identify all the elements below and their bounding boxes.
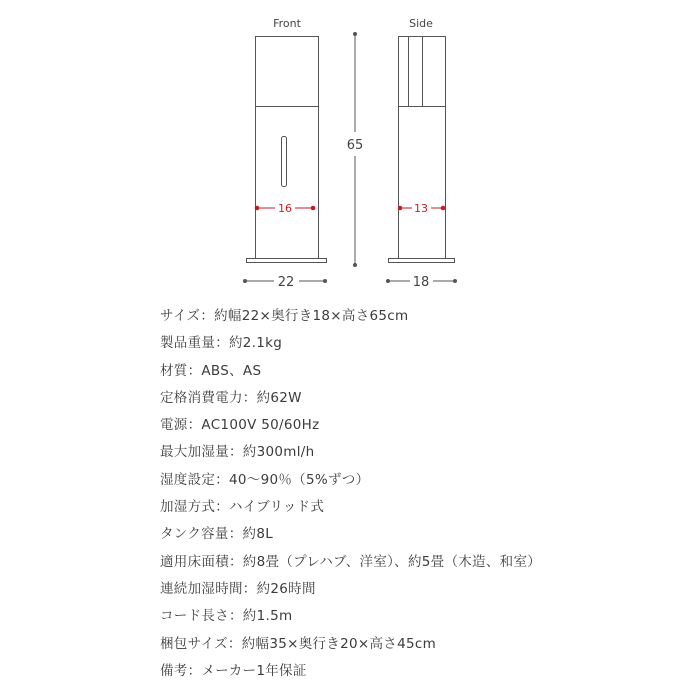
front-view-label: Front [273,17,301,30]
spec-continuous-time: 連続加湿時間：約26時間 [160,580,316,597]
front-base-plate [247,259,327,263]
spec-list [160,306,541,688]
front-handle [282,137,287,187]
spec-remarks: 備考：メーカー1年保証 [160,662,307,679]
side-view-label: Side [409,17,433,30]
side-inner-dimension [398,202,446,215]
spec-floor-area: 適用床面積：約8畳（プレハブ、洋室）、約5畳（木造、和室） [160,553,542,570]
dimension-diagram [0,0,700,300]
spec-package-size: 梱包サイズ：約幅35×奥行き20×高さ45cm [160,635,437,652]
spec-power-supply: 電源：AC100V 50/60Hz [160,417,320,434]
side-view [389,37,455,263]
spec-size: サイズ：約幅22×奥行き18×高さ65cm [160,308,409,324]
spec-cord-length: コード長さ：約1.5m [160,608,293,625]
height-dimension [347,32,364,267]
front-width-dim-value: 22 [277,275,295,290]
spec-humidity-setting: 湿度設定：40～90％（5%ずつ） [160,471,370,488]
front-view [247,37,327,263]
height-dim-value: 65 [346,138,364,153]
side-base-plate [389,259,455,263]
spec-power-consumption: 定格消費電力：約62W [160,389,302,406]
spec-max-humidification: 最大加湿量：約300ml/h [160,444,315,461]
front-width-dimension [243,275,327,290]
side-inner-dim-value: 13 [414,202,428,215]
spec-tank-capacity: タンク容量：約8L [160,526,274,543]
spec-material: 材質：ABS、AS [160,362,262,379]
side-depth-dim-value: 18 [412,275,430,290]
spec-weight: 製品重量：約2.1kg [160,335,283,352]
front-inner-dimension [255,202,316,215]
side-depth-dimension [386,275,457,290]
spec-humidification-method: 加湿方式：ハイブリッド式 [160,499,325,516]
front-inner-dim-value: 16 [278,202,292,215]
